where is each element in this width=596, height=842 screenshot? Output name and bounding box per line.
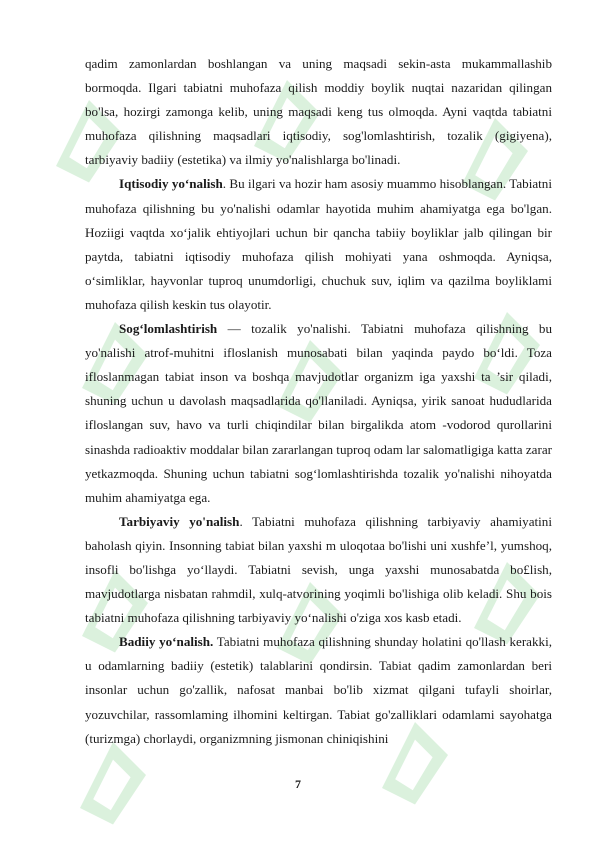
paragraph-economic (85, 172, 552, 317)
page-number: 7 (295, 777, 301, 791)
paragraph-health (85, 317, 552, 510)
paragraph-heading: Tarbiyaviy yo'nalish (119, 513, 240, 529)
paragraph-heading: Badiiy yo‘nalish. (119, 634, 214, 650)
paragraph-text: Tabiatni muhofaza qilishning shunday holatini qo'llash kerakki, u odamlarning badiiy (estetik) talablarini qondirsin. Tabiat qadim zamonlardan beri insonlar uchun go'zallik, nafosat manbai bo'lib xizmat qilgani tufayli shoirlar, yozuvchilar, rassomlaming ilhomini keltirgan. Tabiat go'zalliklari odamlami sayohatga (turizmga) chorlaydi, organizmning jismonan chiniqishini (85, 634, 552, 746)
paragraph-intro (85, 52, 552, 172)
paragraph-text: . Bu ilgari va hozir ham asosiy muammo hisoblangan. Tabiatni muhofaza qilishning bu yo'nalishi odamlar hayotida muhim ahamiyatga ega bo'lgan. Hoziigi vaqtda xo‘jalik ehtiyojlari uchun bir qancha tabiiy boyliklar jalb qilingan bir paytda, tabiatni iqtisodiy muhofaza qilish mohiyati yana oshmoqda. Ayniqsa, o‘simliklar, hayvonlar tuproq unumdorligi, chuchuk suv, iqlim va qazilma boyliklami muhofaza qilish keskin tus olayotir. (85, 176, 552, 312)
paragraph-heading: Sog‘lomlashtirish (119, 321, 218, 337)
paragraph-heading: Iqtisodiy yo‘nalish (119, 176, 223, 192)
paragraph-text: . Tabiatni muhofaza qilishning tarbiyaviy ahamiyatini baholash qiyin. Insonning tabiat bilan yaxshi m uloqotaa bo'lishi uni xushfe’l, yumshoq, insofli bo'lishga yo‘llaydi. Tabiatni sevish, unga yaxshi munosabatda bo£lish, mavjudotlarga nisbatan rahmdil, xulq-atvorining yoqimli bo'lishiga olib keladi. Shu bois tabiatni muhofaza qilishning tarbiyaviy yo‘nalishi o'ziga xos kasb etadi. (85, 513, 552, 626)
paragraph-aesthetic (85, 630, 552, 750)
paragraph-text: — tozalik yo'nalishi. Tabiatni muhofaza qilishning bu yo'nalishi atrof-muhitni ifloslanish munosabati bilan yaqinda paydo bo‘ldi. Toza ifloslanmagan tabiat inson va boshqa mavjudotlar organizm iga yaxshi ta ’sir qiladi, shuning uchun u davolash maqsadlarida qo'llaniladi. Ayniqsa, yirik sanoat hududlarida ifloslangan suv, havo va turli chiqindilar bilan birgalikda atom -vodorod qurollarini sinashda radioaktiv moddalar bilan zararlangan tuproq odam lar salomatligiga katta zarar yetkazmoqda. Shuning uchun tabiatni sog‘lomlashtirishda tozalik yo'nalishi nihoyatda muhim ahamiyatga ega. (85, 321, 552, 505)
document-body (85, 52, 552, 751)
paragraph-educational (85, 510, 552, 630)
paragraph-text: qadim zamonlardan boshlangan va uning maqsadi sekin-asta mukammallashib bormoqda. Ilgari tabiatni muhofaza qilish moddiy boylik nuqtai nazaridan qilingan bo'lsa, hozirgi zamonga kelib, uning maqsadi keng tus olmoqda. Ayni vaqtda tabiatni muhofaza qilishning maqsadlari iqtisodiy, sog'lomlashtirish, tozalik (gigiyena), tarbiyaviy badiiy (estetika) va ilmiy yo'nalishlarga bo'linadi. (85, 56, 552, 168)
